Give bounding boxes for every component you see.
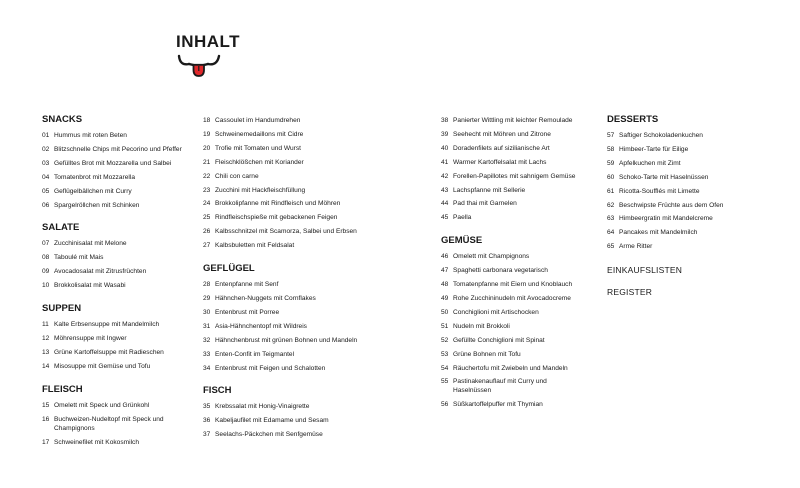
- entry-title: Brokkolisalat mit Wasabi: [54, 282, 126, 290]
- toc-entry[interactable]: [203, 400, 358, 414]
- toc-entry[interactable]: [203, 278, 358, 292]
- entry-title: Asia-Hähnchentopf mit Wildreis: [215, 322, 307, 330]
- entry-title: Kalte Erbsensuppe mit Mandelmilch: [54, 321, 160, 329]
- toc-entry[interactable]: [203, 114, 358, 128]
- toc-entry[interactable]: [203, 239, 358, 253]
- section-gefluegel: [203, 263, 358, 375]
- entry-number: 10: [42, 282, 50, 290]
- entry-title: Seelachs-Päckchen mit Senfgemüse: [215, 431, 323, 439]
- toc-entry[interactable]: [441, 156, 586, 170]
- entry-number: 35: [203, 403, 211, 411]
- section-fleisch-continued: [203, 114, 358, 253]
- toc-entry[interactable]: [203, 292, 358, 306]
- entry-title: Pastinakenauflauf mit Curry und Haselnüssen: [453, 378, 547, 395]
- toc-entry[interactable]: [203, 197, 358, 211]
- toc-entry[interactable]: [607, 185, 757, 199]
- entry-number: 09: [42, 268, 50, 276]
- entry-title: Zucchini mit Hackfleischfüllung: [215, 186, 306, 194]
- section-title-fisch: FISCH: [203, 385, 232, 397]
- section-title-snacks: SNACKS: [42, 114, 83, 125]
- entry-number: 51: [441, 322, 449, 330]
- toc-entry[interactable]: [42, 251, 192, 265]
- entry-number: 40: [441, 144, 449, 152]
- entry-title: Seehecht mit Möhren und Zitrone: [453, 130, 551, 138]
- entry-title: Hähnchen-Nuggets mit Cornflakes: [215, 294, 316, 302]
- toc-entry[interactable]: [42, 199, 192, 213]
- entry-title: Avocadosalat mit Zitrusfrüchten: [54, 268, 147, 276]
- toc-entry[interactable]: [441, 142, 586, 156]
- toc-entry[interactable]: [203, 211, 358, 225]
- section-fisch: [203, 385, 358, 442]
- toc-entry[interactable]: [441, 348, 586, 362]
- section-salate: [42, 222, 192, 293]
- entry-title: Paella: [453, 214, 472, 222]
- toc-entry[interactable]: [42, 265, 192, 279]
- entry-number: 14: [42, 362, 50, 370]
- toc-entry[interactable]: [441, 375, 586, 398]
- toc-column-3: [441, 114, 586, 422]
- entry-title: Schweinefilet mit Kokosmilch: [54, 438, 140, 446]
- toc-entry[interactable]: [607, 240, 757, 254]
- toc-entry[interactable]: [42, 185, 192, 199]
- entry-number: 13: [42, 348, 50, 356]
- entry-title: Gefülltes Brot mit Mozzarella und Salbei: [54, 159, 172, 167]
- entry-title: Grüne Bohnen mit Tofu: [453, 350, 521, 358]
- toc-entry[interactable]: [441, 114, 586, 128]
- toc-entry[interactable]: [203, 184, 358, 198]
- entry-number: 63: [607, 215, 615, 223]
- toc-column-2: [203, 114, 358, 452]
- toc-entry[interactable]: [441, 170, 586, 184]
- toc-entry[interactable]: [441, 197, 586, 211]
- section-fleisch: [42, 384, 192, 450]
- toc-entry[interactable]: [42, 143, 192, 157]
- entry-number: 41: [441, 158, 449, 166]
- entry-title: Kalbsbuletten mit Feldsalat: [215, 242, 295, 250]
- section-title-suppen: SUPPEN: [42, 303, 82, 315]
- toc-entry[interactable]: [607, 226, 757, 240]
- entry-number: 55: [441, 378, 449, 386]
- entry-number: 05: [42, 187, 50, 195]
- entry-title: Tomatenpfanne mit Eiern und Knoblauch: [453, 281, 573, 289]
- toc-entry[interactable]: [203, 142, 358, 156]
- toc-entry[interactable]: [441, 250, 586, 264]
- entry-number: 34: [203, 364, 211, 372]
- entry-number: 37: [203, 431, 211, 439]
- entry-title: Geflügelbällchen mit Curry: [54, 187, 132, 195]
- entry-number: 20: [203, 144, 211, 152]
- entry-number: 49: [441, 294, 449, 302]
- entry-title: Arme Ritter: [619, 243, 653, 251]
- toc-entry[interactable]: [203, 306, 358, 320]
- entry-title: Warmer Kartoffelsalat mit Lachs: [453, 158, 547, 166]
- entry-title: Süßkartoffelpuffer mit Thymian: [453, 401, 543, 409]
- toc-entry[interactable]: [441, 184, 586, 198]
- entry-number: 26: [203, 228, 211, 236]
- toc-entry[interactable]: [42, 436, 192, 450]
- entry-title: Beschwipste Früchte aus dem Ofen: [619, 201, 724, 209]
- toc-entry[interactable]: [607, 199, 757, 213]
- entry-number: 54: [441, 364, 449, 372]
- toc-entry[interactable]: [203, 170, 358, 184]
- entry-number: 38: [441, 117, 449, 124]
- entry-title: Räuchertofu mit Zwiebeln und Mandeln: [453, 364, 568, 372]
- entry-number: 45: [441, 214, 449, 222]
- entry-number: 06: [42, 201, 50, 209]
- entry-title: Entenpfanne mit Senf: [215, 281, 279, 289]
- section-gemuese: [441, 235, 586, 412]
- entry-title: Buchweizen-Nudeltopf mit Speck und Champignons: [54, 415, 164, 432]
- entry-number: 21: [203, 158, 211, 166]
- entry-title: Kabeljaufilet mit Edamame und Sesam: [215, 417, 329, 425]
- entry-number: 43: [441, 186, 449, 194]
- entry-title: Nudeln mit Brokkoli: [453, 322, 510, 330]
- toc-entry[interactable]: [441, 362, 586, 376]
- entry-title: Rohe Zucchininudeln mit Avocadocreme: [453, 294, 571, 302]
- section-title-gefluegel: GEFLÜGEL: [203, 263, 255, 275]
- entry-number: 64: [607, 229, 615, 237]
- toc-entry[interactable]: [42, 413, 192, 436]
- entry-title: Blitzschnelle Chips mit Pecorino und Pfeffer: [54, 145, 182, 153]
- toc-entry[interactable]: [441, 334, 586, 348]
- entry-title: Tomatenbrot mit Mozzarella: [54, 173, 135, 181]
- toc-entry[interactable]: [441, 211, 586, 225]
- entry-title: Taboulé mit Mais: [54, 254, 104, 262]
- toc-column-1: [42, 114, 192, 460]
- entry-title: Krebssalat mit Honig-Vinaigrette: [215, 403, 310, 411]
- toc-entry[interactable]: [441, 278, 586, 292]
- section-title-fleisch: FLEISCH: [42, 383, 83, 395]
- register-link[interactable]: REGISTER: [607, 287, 653, 298]
- entry-title: Rindfleischspieße mit gebackenen Feigen: [215, 214, 338, 222]
- entry-title: Cassoulet im Handumdrehen: [215, 117, 301, 124]
- entry-title: Pad thai mit Garnelen: [453, 200, 517, 208]
- entry-title: Zucchinisalat mit Melone: [54, 240, 127, 248]
- entry-number: 04: [42, 173, 50, 181]
- entry-number: 19: [203, 130, 211, 138]
- entry-number: 59: [607, 159, 615, 167]
- entry-title: Spargelröllchen mit Schinken: [54, 201, 140, 209]
- entry-number: 39: [441, 130, 449, 138]
- toc-entry[interactable]: [203, 362, 358, 376]
- entry-title: Hähnchenbrust mit grünen Bohnen und Mandeln: [215, 336, 358, 344]
- entry-title: Misosuppe mit Gemüse und Tofu: [54, 362, 151, 370]
- section-title-gemuese: GEMÜSE: [441, 235, 483, 247]
- entry-number: 24: [203, 200, 211, 208]
- toc-entry[interactable]: [441, 128, 586, 142]
- entry-title: Möhrensuppe mit Ingwer: [54, 334, 127, 342]
- entry-number: 42: [441, 172, 449, 180]
- entry-title: Schoko-Tarte mit Haselnüssen: [619, 173, 709, 181]
- entry-number: 16: [42, 415, 50, 423]
- smiley-tongue-icon: [177, 53, 222, 77]
- entry-number: 22: [203, 172, 211, 180]
- entry-title: Apfelkuchen mit Zimt: [619, 159, 681, 167]
- entry-number: 53: [441, 350, 449, 358]
- toc-entry[interactable]: [203, 428, 358, 442]
- entry-number: 33: [203, 350, 211, 358]
- entry-number: 60: [607, 173, 615, 181]
- section-desserts: [607, 114, 757, 254]
- entry-number: 03: [42, 159, 50, 167]
- toc-entry[interactable]: [42, 318, 192, 332]
- toc-entry[interactable]: [203, 334, 358, 348]
- entry-title: Panierter Wittling mit leichter Remoulade: [453, 117, 573, 124]
- entry-title: Gefüllte Conchiglioni mit Spinat: [453, 336, 545, 344]
- entry-title: Ricotta-Soufflés mit Limette: [619, 187, 700, 195]
- entry-title: Pancakes mit Mandelmilch: [619, 229, 698, 237]
- entry-title: Omelett mit Speck und Grünkohl: [54, 401, 150, 409]
- toc-entry[interactable]: [203, 320, 358, 334]
- toc-column-4: [607, 114, 757, 308]
- entry-number: 08: [42, 254, 50, 262]
- toc-entry[interactable]: [607, 157, 757, 171]
- entry-number: 02: [42, 145, 50, 153]
- entry-title: Omelett mit Champignons: [453, 253, 530, 261]
- entry-number: 44: [441, 200, 449, 208]
- entry-number: 25: [203, 214, 211, 222]
- toc-entry[interactable]: [607, 171, 757, 185]
- entry-number: 50: [441, 308, 449, 316]
- entry-number: 52: [441, 336, 449, 344]
- entry-title: Entenbrust mit Porree: [215, 308, 280, 316]
- entry-title: Doradenfilets auf sizilianische Art: [453, 144, 550, 152]
- entry-number: 23: [203, 186, 211, 194]
- toc-entry[interactable]: [42, 360, 192, 374]
- entry-title: Lachspfanne mit Sellerie: [453, 186, 526, 194]
- toc-entry[interactable]: [42, 346, 192, 360]
- toc-entry[interactable]: [441, 292, 586, 306]
- toc-entry[interactable]: [42, 157, 192, 171]
- toc-entry[interactable]: [42, 129, 192, 143]
- section-snacks: [42, 114, 192, 212]
- section-fisch-continued: [441, 114, 586, 225]
- entry-number: 58: [607, 145, 615, 153]
- toc-entry[interactable]: [607, 129, 757, 143]
- entry-number: 61: [607, 187, 615, 195]
- entry-number: 31: [203, 322, 211, 330]
- entry-number: 12: [42, 334, 50, 342]
- toc-entry[interactable]: [203, 128, 358, 142]
- section-suppen: [42, 303, 192, 374]
- entry-title: Forellen-Papillotes mit sahnigem Gemüse: [453, 172, 576, 180]
- entry-title: Chili con carne: [215, 172, 259, 180]
- entry-number: 57: [607, 132, 615, 139]
- entry-title: Brokkolipfanne mit Rindfleisch und Möhren: [215, 200, 341, 208]
- entry-number: 17: [42, 438, 50, 446]
- entry-number: 62: [607, 201, 615, 209]
- toc-entry[interactable]: [203, 225, 358, 239]
- entry-title: Himbeer-Tarte für Eilige: [619, 145, 689, 153]
- entry-title: Conchiglioni mit Artischocken: [453, 308, 539, 316]
- toc-entry[interactable]: [203, 156, 358, 170]
- toc-entry[interactable]: [607, 212, 757, 226]
- entry-title: Hummus mit roten Beten: [54, 132, 127, 139]
- entry-number: 18: [203, 117, 211, 124]
- entry-number: 11: [42, 321, 49, 329]
- entry-number: 47: [441, 267, 449, 275]
- toc-entry[interactable]: [42, 171, 192, 185]
- entry-title: Schweinemedaillons mit Cidre: [215, 130, 304, 138]
- toc-entry[interactable]: [42, 237, 192, 251]
- einkaufslisten-link[interactable]: EINKAUFSLISTEN: [607, 265, 683, 276]
- entry-number: 46: [441, 253, 449, 261]
- entry-title: Entenbrust mit Feigen und Schalotten: [215, 364, 326, 372]
- toc-entry[interactable]: [441, 264, 586, 278]
- entry-title: Spaghetti carbonara vegetarisch: [453, 267, 548, 275]
- page-title: INHALT: [176, 32, 241, 51]
- entry-number: 01: [42, 132, 50, 139]
- toc-entry[interactable]: [441, 320, 586, 334]
- entry-number: 56: [441, 401, 449, 409]
- entry-number: 07: [42, 240, 50, 248]
- entry-number: 28: [203, 281, 211, 289]
- entry-title: Kalbsschnitzel mit Scamorza, Salbei und Erbsen: [215, 228, 357, 236]
- entry-number: 32: [203, 336, 211, 344]
- entry-title: Saftiger Schokoladenkuchen: [619, 132, 703, 139]
- toc-entry[interactable]: [203, 348, 358, 362]
- entry-title: Grüne Kartoffelsuppe mit Radieschen: [54, 348, 164, 356]
- toc-entry[interactable]: [203, 414, 358, 428]
- entry-number: 36: [203, 417, 211, 425]
- entry-number: 65: [607, 243, 615, 251]
- section-title-desserts: DESSERTS: [607, 114, 659, 125]
- toc-entry[interactable]: [607, 143, 757, 157]
- toc-entry[interactable]: [441, 398, 586, 412]
- entry-title: Himbeergratin mit Mandelcreme: [619, 215, 713, 223]
- toc-entry[interactable]: [42, 399, 192, 413]
- toc-entry[interactable]: [42, 279, 192, 293]
- entry-number: 30: [203, 308, 211, 316]
- entry-number: 15: [42, 401, 50, 409]
- entry-title: Fleischklößchen mit Koriander: [215, 158, 304, 166]
- section-title-salate: SALATE: [42, 222, 80, 234]
- entry-title: Enten-Confit im Teigmantel: [215, 350, 295, 358]
- toc-entry[interactable]: [441, 306, 586, 320]
- entry-number: 48: [441, 281, 449, 289]
- entry-title: Trofie mit Tomaten und Wurst: [215, 144, 301, 152]
- toc-entry[interactable]: [42, 332, 192, 346]
- entry-number: 29: [203, 294, 211, 302]
- entry-number: 27: [203, 242, 211, 250]
